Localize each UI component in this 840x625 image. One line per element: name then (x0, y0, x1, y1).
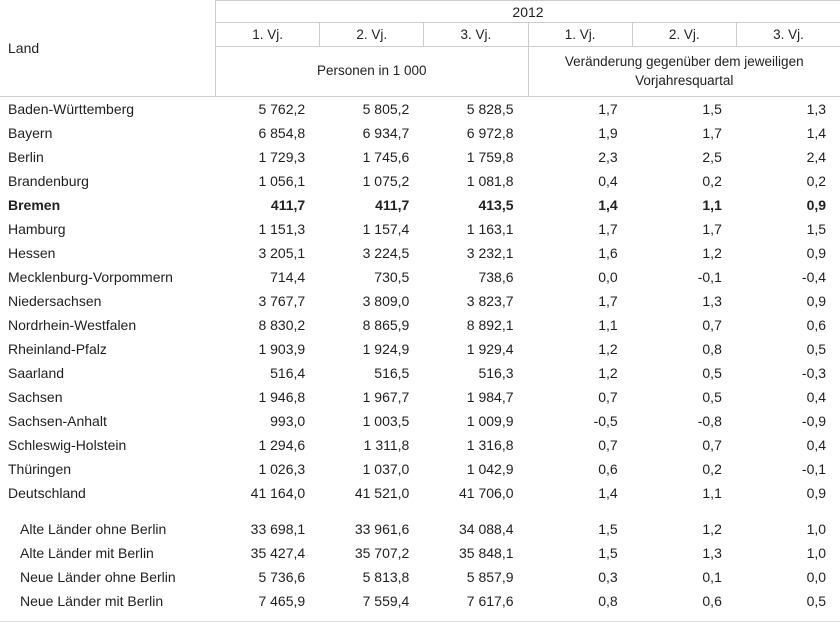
value-cell: 2,3 (598, 149, 618, 165)
value-cell: 0,2 (702, 173, 722, 189)
value-cell: 8 892,1 (466, 317, 514, 333)
value-cell: 1 903,9 (258, 341, 306, 357)
table-row (0, 241, 840, 265)
value-cell: -0,4 (801, 269, 827, 285)
value-cell: 1,2 (598, 341, 618, 357)
table-row (0, 121, 840, 145)
land-cell: Nordrhein-Westfalen (8, 317, 137, 333)
table-row (0, 457, 840, 481)
value-cell: 7 617,6 (466, 593, 514, 609)
land-cell: Hessen (8, 245, 56, 261)
value-cell: 0,6 (702, 593, 722, 609)
table-row (0, 361, 840, 385)
value-cell: 1,2 (598, 365, 618, 381)
value-cell: 41 521,0 (354, 485, 410, 501)
value-cell: 0,7 (598, 389, 618, 405)
table-header (0, 0, 840, 97)
value-cell: 1,7 (598, 221, 618, 237)
year-header: 2012 (512, 3, 544, 20)
value-cell: 0,1 (702, 569, 722, 585)
value-cell: 1 042,9 (466, 461, 514, 477)
table-row (0, 217, 840, 241)
land-cell: Sachsen-Anhalt (8, 413, 107, 429)
quarter-header: 3. Vj. (423, 23, 527, 46)
value-cell: 1,7 (598, 293, 618, 309)
value-cell: 1 037,0 (362, 461, 410, 477)
value-cell: 5 857,9 (466, 569, 514, 585)
land-cell: Alte Länder mit Berlin (20, 545, 154, 561)
value-cell: 7 465,9 (258, 593, 306, 609)
value-cell: 1,4 (806, 125, 827, 141)
value-cell: 0,0 (806, 569, 827, 585)
table-row (0, 145, 840, 169)
value-cell: 0,4 (806, 437, 827, 453)
value-cell: 0,4 (806, 389, 827, 405)
value-cell: 0,8 (598, 593, 618, 609)
value-cell: 1 984,7 (466, 389, 514, 405)
value-cell: 714,4 (270, 269, 306, 285)
value-cell: 6 854,8 (258, 125, 306, 141)
value-cell: 41 164,0 (250, 485, 306, 501)
value-cell: 730,5 (374, 269, 410, 285)
table-row (0, 589, 840, 613)
value-cell: 3 767,7 (258, 293, 306, 309)
land-cell: Saarland (8, 365, 65, 381)
value-cell: 0,5 (702, 365, 722, 381)
value-cell: 5 762,2 (258, 101, 306, 117)
value-cell: 0,6 (806, 317, 827, 333)
value-cell: 1 026,3 (258, 461, 306, 477)
quarter-header-row (216, 23, 840, 47)
value-cell: 1,6 (598, 245, 618, 261)
quarter-header: 2. Vj. (632, 23, 736, 46)
subheader-row (216, 47, 840, 96)
value-cell: 7 559,4 (362, 593, 410, 609)
value-cell: 0,6 (598, 461, 618, 477)
value-cell: 1,3 (806, 101, 827, 117)
value-cell: 33 698,1 (250, 521, 306, 537)
value-cell: 1 075,2 (362, 173, 410, 189)
value-cell: 1,2 (702, 521, 722, 537)
quarter-header: 1. Vj. (252, 27, 283, 42)
value-cell: 2,4 (806, 149, 827, 165)
value-cell: 516,5 (374, 365, 410, 381)
value-cell: 6 934,7 (362, 125, 410, 141)
table-row (0, 481, 840, 505)
value-cell: 35 848,1 (459, 545, 514, 561)
header-right-block (215, 0, 840, 96)
value-cell: 1,5 (598, 521, 618, 537)
land-cell: Alte Länder ohne Berlin (20, 521, 167, 537)
value-cell: 5 813,8 (362, 569, 410, 585)
table-row (0, 169, 840, 193)
value-cell: 1,0 (806, 545, 827, 561)
quarter-header: 3. Vj. (736, 23, 840, 46)
table-row (0, 565, 840, 589)
land-cell: Thüringen (8, 461, 72, 477)
value-cell: 0,2 (702, 461, 722, 477)
value-cell: 1 157,4 (362, 221, 410, 237)
value-cell: 0,5 (806, 341, 827, 357)
land-cell: Brandenburg (8, 173, 89, 189)
value-cell: 1,1 (702, 197, 722, 213)
land-cell: Niedersachsen (8, 293, 102, 309)
value-cell: 0,3 (598, 569, 618, 585)
value-cell: 1 316,8 (466, 437, 514, 453)
value-cell: 0,9 (806, 197, 827, 213)
value-cell: -0,3 (801, 365, 827, 381)
value-cell: 1 163,1 (466, 221, 514, 237)
value-cell: 1,7 (702, 221, 722, 237)
table-row (0, 433, 840, 457)
value-cell: 1,2 (702, 245, 722, 261)
table-row (0, 541, 840, 565)
value-cell: 1,9 (598, 125, 618, 141)
value-cell: -0,1 (801, 461, 827, 477)
value-cell: 516,4 (270, 365, 306, 381)
value-cell: 1,7 (702, 125, 722, 141)
value-cell: 0,7 (702, 317, 722, 333)
value-cell: 1,7 (598, 101, 618, 117)
table-row (0, 385, 840, 409)
land-cell: Baden-Württemberg (8, 101, 135, 117)
value-cell: 1 924,9 (362, 341, 410, 357)
land-cell: Bayern (8, 125, 53, 141)
quarter-header: 1. Vj. (528, 23, 632, 46)
value-cell: 1 729,3 (258, 149, 306, 165)
value-cell: -0,5 (593, 413, 618, 429)
value-cell: 0,7 (598, 437, 618, 453)
value-cell: 8 830,2 (258, 317, 306, 333)
value-cell: 411,7 (375, 197, 410, 213)
value-cell: 0,0 (598, 269, 618, 285)
value-cell: 5 828,5 (466, 101, 514, 117)
value-cell: 0,9 (806, 245, 827, 261)
value-cell: 516,3 (478, 365, 514, 381)
value-cell: 1,5 (598, 545, 618, 561)
value-cell: 35 427,4 (250, 545, 306, 561)
value-cell: 3 205,1 (258, 245, 306, 261)
value-cell: 0,8 (702, 341, 722, 357)
value-cell: -0,1 (697, 269, 722, 285)
table-row (0, 193, 840, 217)
year-header-row (216, 1, 840, 23)
value-cell: 3 224,5 (362, 245, 410, 261)
value-cell: 6 972,8 (466, 125, 514, 141)
value-cell: 1,3 (702, 293, 722, 309)
bottom-rule (0, 621, 840, 622)
change-subheader: Veränderung gegenüber dem jeweiligen Vorjahresquartal (528, 47, 840, 96)
value-cell: 1,1 (702, 485, 722, 501)
land-cell: Berlin (8, 149, 44, 165)
value-cell: 41 706,0 (459, 485, 514, 501)
table-row (0, 517, 840, 541)
value-cell: 3 823,7 (466, 293, 514, 309)
table-row (0, 337, 840, 361)
value-cell: 1 967,7 (362, 389, 410, 405)
value-cell: 3 232,1 (466, 245, 514, 261)
value-cell: 0,5 (806, 593, 827, 609)
value-cell: 1,4 (598, 485, 618, 501)
land-cell: Rheinland-Pfalz (8, 341, 107, 357)
value-cell: 1 929,4 (466, 341, 514, 357)
value-cell: 1 056,1 (258, 173, 306, 189)
value-cell: 413,5 (478, 197, 514, 213)
value-cell: 3 809,0 (362, 293, 410, 309)
land-header-cell (0, 0, 215, 96)
value-cell: 5 805,2 (362, 101, 410, 117)
value-cell: 0,5 (702, 389, 722, 405)
table-row (0, 409, 840, 433)
value-cell: 0,9 (806, 485, 827, 501)
quarter-header: 2. Vj. (319, 23, 423, 46)
value-cell: 0,7 (702, 437, 722, 453)
value-cell: 1 294,6 (258, 437, 306, 453)
value-cell: 738,6 (478, 269, 514, 285)
value-cell: 1,5 (806, 221, 827, 237)
land-cell: Sachsen (8, 389, 63, 405)
value-cell: 1 311,8 (363, 437, 410, 453)
value-cell: 0,9 (806, 293, 827, 309)
value-cell: 1 009,9 (466, 413, 514, 429)
land-cell: Schleswig-Holstein (8, 437, 127, 453)
value-cell: -0,9 (801, 413, 827, 429)
value-cell: 33 961,6 (354, 521, 410, 537)
value-cell: 1,5 (702, 101, 722, 117)
table-row (0, 97, 840, 121)
land-header: Land (8, 40, 40, 56)
value-cell: 35 707,2 (354, 545, 410, 561)
value-cell: 1,3 (702, 545, 722, 561)
value-cell: -0,8 (697, 413, 722, 429)
table-row (0, 313, 840, 337)
value-cell: 0,4 (598, 173, 618, 189)
value-cell: 5 736,6 (258, 569, 306, 585)
land-cell: Deutschland (8, 485, 86, 501)
value-cell: 0,2 (806, 173, 827, 189)
table-row (0, 289, 840, 313)
land-cell: Mecklenburg-Vorpommern (8, 269, 173, 285)
table-body (0, 97, 840, 613)
land-cell: Neue Länder ohne Berlin (20, 569, 176, 585)
value-cell: 1 759,8 (466, 149, 514, 165)
value-cell: 411,7 (270, 197, 306, 213)
value-cell: 34 088,4 (459, 521, 514, 537)
persons-subheader: Personen in 1 000 (316, 63, 427, 79)
value-cell: 993,0 (270, 413, 306, 429)
value-cell: 1 946,8 (258, 389, 306, 405)
value-cell: 1,1 (598, 317, 618, 333)
value-cell: 1 081,8 (466, 173, 514, 189)
value-cell: 1 745,6 (362, 149, 410, 165)
land-cell: Neue Länder mit Berlin (20, 593, 164, 609)
value-cell: 2,5 (702, 149, 722, 165)
land-cell: Hamburg (8, 221, 66, 237)
value-cell: 1 003,5 (362, 413, 410, 429)
value-cell: 8 865,9 (362, 317, 410, 333)
value-cell: 1 151,3 (258, 221, 306, 237)
land-cell: Bremen (8, 197, 61, 213)
table-row (0, 265, 840, 289)
value-cell: 1,4 (598, 197, 618, 213)
value-cell: 1,0 (806, 521, 827, 537)
